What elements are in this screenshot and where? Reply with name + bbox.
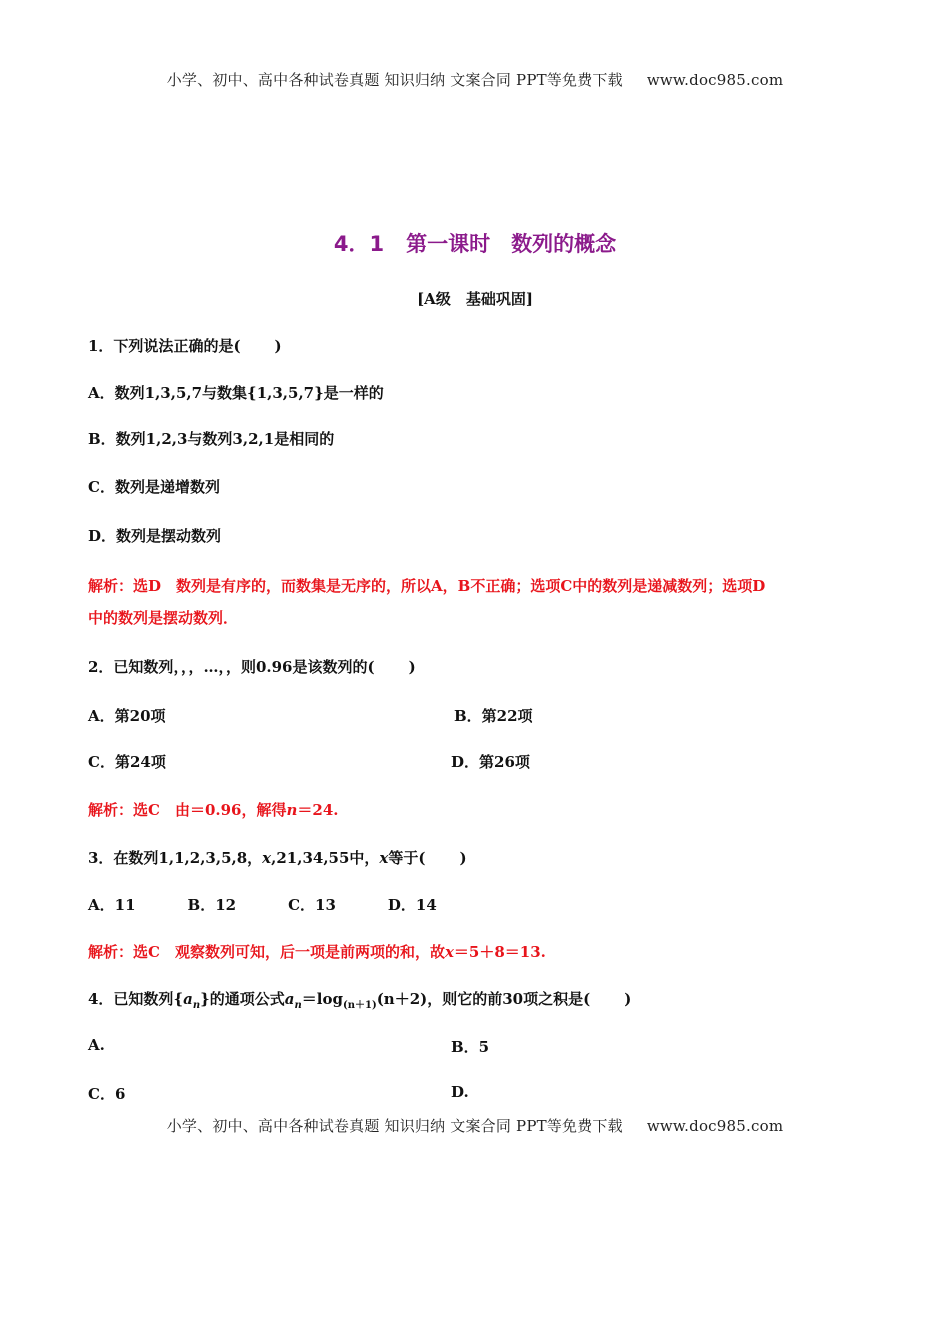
question-4-option-d: D. bbox=[451, 1083, 469, 1101]
question-4-close: ) bbox=[624, 990, 632, 1008]
question-2-solution-var: n bbox=[286, 801, 298, 819]
page-header bbox=[0, 69, 950, 90]
question-1-text: 1．下列说法正确的是( bbox=[88, 337, 241, 355]
question-4-log-base: (n＋1) bbox=[342, 1000, 377, 1011]
question-3-option-d: D．14 bbox=[387, 896, 437, 914]
question-4-formula-eq: ＝log bbox=[301, 990, 343, 1008]
question-2-stem bbox=[88, 656, 416, 677]
title-number: 4．1 bbox=[333, 232, 385, 256]
question-3-stem bbox=[88, 847, 467, 868]
question-4-seq-sub: n bbox=[192, 1000, 201, 1011]
question-3-option-b: B．12 bbox=[187, 896, 237, 914]
question-1-solution-line-1: 解析：选D 数列是有序的，而数集是无序的，所以A，B不正确；选项C中的数列是递减数列；选项D bbox=[88, 577, 766, 595]
question-3-text-end: 等于( bbox=[388, 849, 426, 867]
question-4-option-a: A. bbox=[88, 1036, 105, 1054]
header-text: 小学、初中、高中各种试卷真题 知识归纳 文案合同 PPT等免费下载 bbox=[166, 71, 623, 89]
question-4-option-b: B．5 bbox=[451, 1038, 490, 1056]
question-4-text-mid: }的通项公式 bbox=[200, 990, 285, 1008]
question-3-solution-text: 解析：选C 观察数列可知，后一项是前两项的和，故 bbox=[88, 943, 445, 961]
question-1-stem bbox=[88, 335, 282, 356]
footer-text: 小学、初中、高中各种试卷真题 知识归纳 文案合同 PPT等免费下载 bbox=[166, 1117, 623, 1135]
question-2-solution bbox=[88, 799, 339, 820]
question-4-option-c: C．6 bbox=[88, 1085, 126, 1103]
question-3-options bbox=[88, 894, 437, 915]
question-1-close: ) bbox=[274, 337, 282, 355]
question-4-formula-var: a bbox=[284, 990, 295, 1008]
question-2-option-b: B．第22项 bbox=[454, 707, 533, 725]
header-url[interactable]: www.doc985.com bbox=[646, 71, 784, 89]
question-2-option-d: D．第26项 bbox=[451, 753, 530, 771]
question-2-close: ) bbox=[408, 658, 416, 676]
question-4-formula-arg: (n＋2)，则它的前30项之积是( bbox=[376, 990, 591, 1008]
question-2-option-c: C．第24项 bbox=[88, 753, 166, 771]
question-3-text-mid: ,21,34,55中， bbox=[271, 849, 380, 867]
question-1-option-b: B．数列1,2,3与数列3,2,1是相同的 bbox=[88, 430, 335, 448]
question-2-option-a: A．第20项 bbox=[88, 707, 166, 725]
title-text: 第一课时 数列的概念 bbox=[406, 232, 617, 256]
question-1-option-a: A．数列1,3,5,7与数集{1,3,5,7}是一样的 bbox=[88, 384, 384, 402]
question-3-var-2: x bbox=[379, 849, 389, 867]
question-3-solution-result: ＝5＋8＝13. bbox=[453, 943, 546, 961]
question-2-solution-result: ＝24. bbox=[297, 801, 339, 819]
question-4-formula-sub: n bbox=[294, 1000, 302, 1011]
question-3-close: ) bbox=[459, 849, 467, 867]
question-1-solution-line-2: 中的数列是摆动数列． bbox=[88, 609, 239, 627]
question-3-var: x bbox=[262, 849, 272, 867]
footer-url[interactable]: www.doc985.com bbox=[646, 1117, 784, 1135]
page-title bbox=[0, 228, 950, 258]
question-4-stem bbox=[88, 988, 631, 1011]
question-3-solution-var: x bbox=[444, 943, 454, 961]
question-3-text: 3．在数列1,1,2,3,5,8， bbox=[88, 849, 263, 867]
section-heading: [A级 基础巩固] bbox=[417, 290, 533, 308]
question-3-solution bbox=[88, 941, 546, 962]
question-2-solution-text: 解析：选C 由＝0.96，解得 bbox=[88, 801, 287, 819]
question-1-option-c: C．数列是递增数列 bbox=[88, 478, 220, 496]
question-4-text: 4．已知数列{ bbox=[88, 990, 184, 1008]
question-3-option-a: A．11 bbox=[88, 896, 136, 914]
question-4-seq-var: a bbox=[183, 990, 193, 1008]
question-3-option-c: C．13 bbox=[288, 896, 336, 914]
question-2-text: 2．已知数列，，，…，，则0.96是该数列的( bbox=[88, 658, 375, 676]
question-1-option-d: D．数列是摆动数列 bbox=[88, 527, 222, 545]
page-footer bbox=[0, 1115, 950, 1136]
